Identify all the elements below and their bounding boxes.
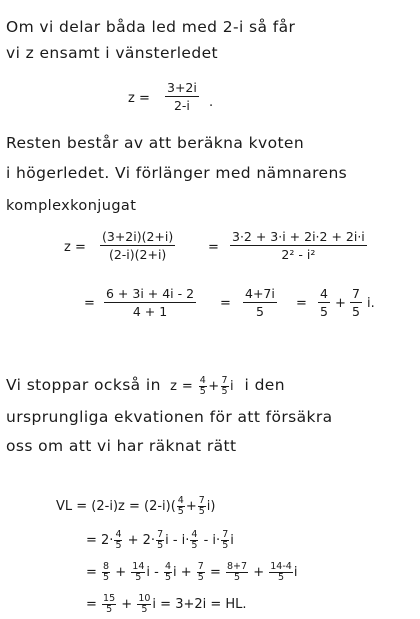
check-segment: i + [173,565,192,580]
eq2-f1-num: (3+2i)(2+i) [102,229,174,244]
inline-z-expression [170,375,238,397]
check-num: 8 [103,561,110,572]
check-den: 5 [106,604,113,615]
eq3-f1-num: 6 + 3i + 4i - 2 [106,286,195,301]
eq3-fraction-2 [243,286,277,319]
eq1-fraction [165,80,199,113]
check-frac [269,562,293,583]
eq3-f3-num: 4 [320,286,328,301]
check-den: 5 [135,572,142,583]
eq1-num: 3+2i [167,80,197,95]
eq2-fraction-1 [100,229,175,262]
eq2-f2-den: 2² - i² [281,247,316,262]
check-segment: i [293,565,298,580]
check-segment: i - [146,565,159,580]
eq3-f3-den: 5 [320,304,328,319]
check-segment: + [121,597,133,612]
plus-sign: + [185,499,197,514]
check-num: 4 [164,561,171,572]
check-num: 7 [197,561,204,572]
check-num: 7 [198,495,205,506]
eq3-f1-den: 4 + 1 [132,304,168,319]
text-line: ursprungliga ekvationen för att försäkra [6,408,333,426]
plus-sign: + [335,296,346,311]
check-num: 14-4 [270,561,292,572]
check-num: 15 [103,593,116,604]
equals-sign: = [220,296,231,311]
text-line: i högerledet. Vi förlänger med nämnarens [6,164,348,182]
check-den: 5 [198,506,205,517]
check-frac [177,496,185,517]
text-line [6,376,285,397]
eq1-lhs: z = [128,91,150,106]
check-frac [102,562,110,583]
eq2-f1-den: (2-i)(2+i) [108,247,167,262]
check-frac [164,562,172,583]
check-num: 7 [157,529,164,540]
check-den: 5 [234,572,241,583]
check-segment: + [115,565,127,580]
check-den: 5 [164,572,171,583]
check-segment: i = 3+2i = HL. [152,597,247,612]
check-num: 4 [115,529,122,540]
check-den: 5 [191,540,198,551]
check-frac [156,530,164,551]
check-frac [197,562,205,583]
check-line-1 [56,496,215,517]
check-den: 5 [222,540,229,551]
check-den: 5 [115,540,122,551]
equals-sign: = [296,296,307,311]
inline-frac-2 [221,376,229,397]
eq3-f4-num: 7 [352,286,360,301]
inline-d2: 5 [221,386,228,397]
inline-n1: 4 [199,375,207,386]
eq3-fraction-4 [350,286,362,319]
check-den: 5 [278,572,285,583]
check-den: 5 [103,572,110,583]
check-frac [131,562,145,583]
check-frac [114,530,122,551]
check-line-4 [86,594,247,615]
text-line: oss om att vi har räknat rätt [6,437,237,455]
check-num: 8+7 [227,561,248,572]
inline-n2: 7 [221,375,228,386]
check-segment: + [253,565,265,580]
check-segment: i - i· [165,533,190,548]
eq2-lhs: z = [64,240,86,255]
check-frac [190,530,198,551]
check-frac [102,594,116,615]
check-line-3 [86,562,297,583]
check-segment: + 2· [127,533,156,548]
check-l1-pre: VL = (2-i)z = (2-i)( [56,499,176,514]
inline-plus: + [208,379,220,394]
check-segment: = [209,565,221,580]
text-line: Om vi delar båda led med 2-i så får [6,18,296,36]
check-num: 4 [177,495,184,506]
text-line: vi z ensamt i vänsterledet [6,44,218,62]
check-frac [198,496,206,517]
check-segment: = [86,565,97,580]
check-num: 10 [138,593,151,604]
inline-frac-1 [199,376,207,397]
inline-d1: 5 [199,386,207,397]
check-den: 5 [157,540,164,551]
check-segment: = 2· [86,533,114,548]
check-line-2 [86,530,234,551]
check-l1-post: i) [206,499,216,514]
check-segment: = [86,597,97,612]
check-num: 14 [132,561,145,572]
eq3-f2-den: 5 [255,304,264,319]
text-line: Resten består av att beräkna kvoten [6,134,305,152]
eq3-tail: i. [367,296,375,311]
eq3-fraction-1 [104,286,196,319]
eq3-fraction-3 [318,286,330,319]
check-num: 7 [222,529,229,540]
inline-z-pre: z = [170,379,194,394]
check-segment: - i· [203,533,221,548]
eq1-end: . [209,95,214,110]
eq2-fraction-2 [230,229,367,262]
check-frac [137,594,151,615]
check-segment: i [230,533,234,548]
inline-tail: i [229,379,234,394]
eq2-f2-num: 3·2 + 3·i + 2i·2 + 2i·i [232,229,365,244]
equals-sign: = [84,296,95,311]
check-den: 5 [141,604,148,615]
text-segment: i den [244,376,285,394]
equals-sign: = [208,240,219,255]
check-den: 5 [197,572,204,583]
check-frac [226,562,248,583]
eq3-f2-num: 4+7i [245,286,275,301]
text-segment: Vi stoppar också in [6,376,161,394]
eq3-f4-den: 5 [352,304,360,319]
check-num: 4 [191,529,198,540]
text-line: komplexkonjugat [6,198,137,214]
eq1-den: 2-i [173,98,190,113]
check-den: 5 [177,506,184,517]
check-frac [221,530,229,551]
